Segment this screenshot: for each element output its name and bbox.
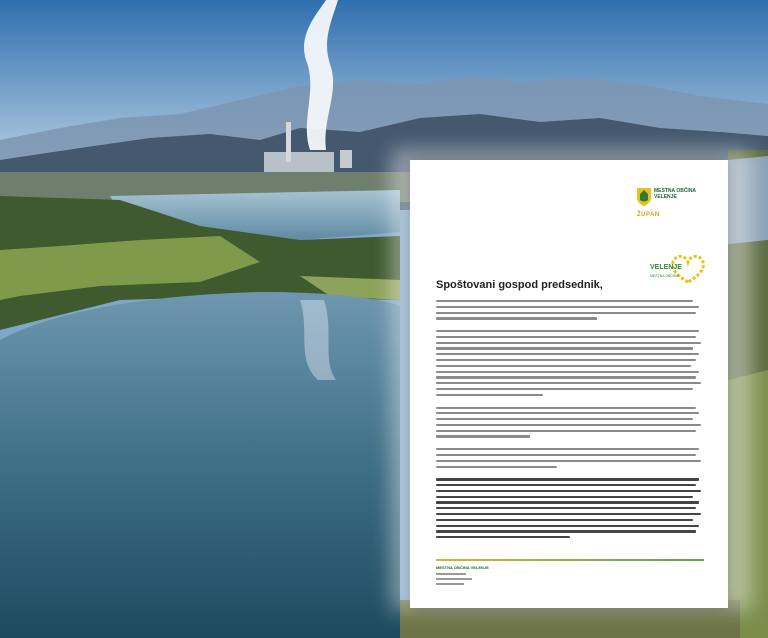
- velenje-logo-text: VELENJE: [650, 264, 682, 271]
- power-plant: [264, 152, 334, 172]
- main-lake: [0, 292, 400, 638]
- chimney: [286, 122, 291, 162]
- footer-address-line: [436, 583, 464, 585]
- footer-title: MESTNA OBČINA VELENJE: [436, 565, 489, 570]
- footer-address-line: [436, 578, 472, 580]
- velenje-logo-subtext: MESTNA OBČINA: [650, 274, 679, 278]
- letter-body: [436, 300, 704, 542]
- footer-address-line: [436, 573, 466, 575]
- municipality-crest-icon: [637, 188, 651, 206]
- footer-divider: [436, 559, 704, 561]
- salutation: Spoštovani gospod predsednik,: [436, 279, 603, 291]
- office-title: ŽUPAN: [637, 212, 660, 218]
- municipality-name: MESTNA OBČINA VELENJE: [654, 188, 696, 200]
- letter-document: [410, 160, 728, 608]
